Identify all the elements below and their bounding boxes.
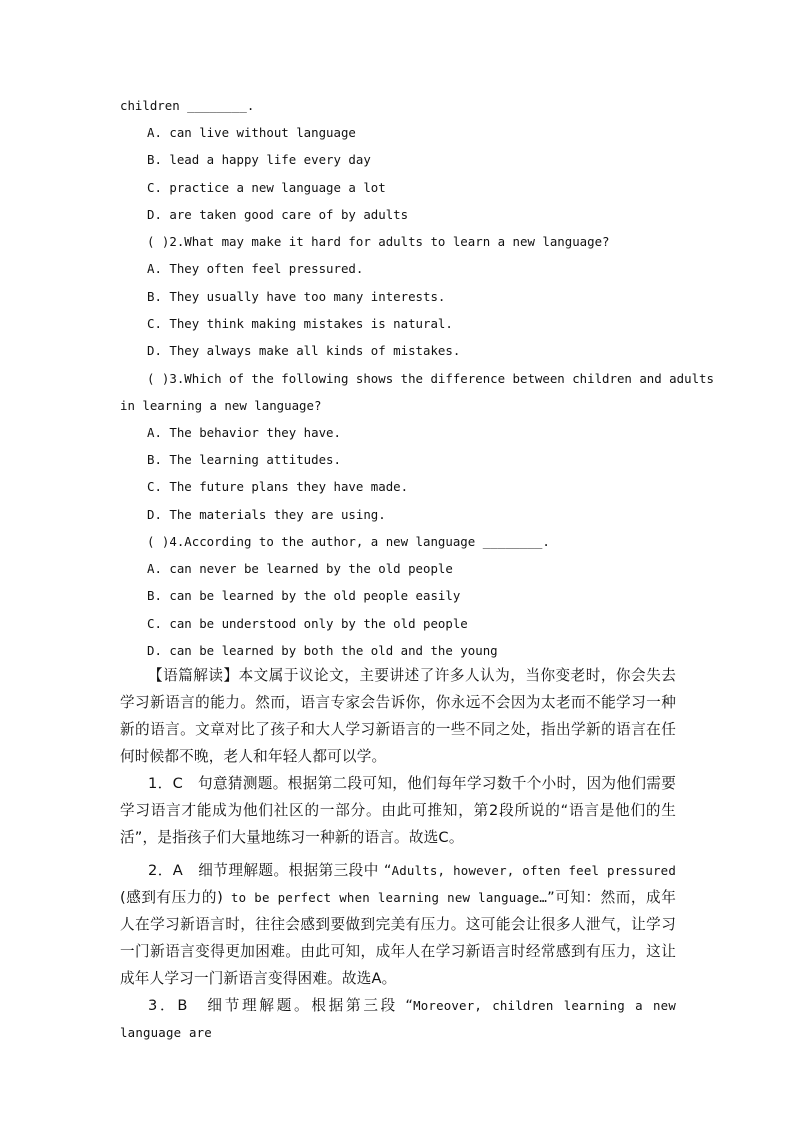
- answer-1-explanation: 1．C 句意猜测题。根据第二段可知，他们每年学习数千个小时，因为他们需要学习语言才能成为他们社区的一部分。由此可推知，第2段所说的“语言是他们的生活”，是指孩子们大量地练习一种新的语言。故选C。: [120, 775, 676, 846]
- q4-option-b: B. can be learned by the old people easily: [147, 588, 461, 603]
- q1-option-d: D. are taken good care of by adults: [147, 207, 409, 222]
- answer-2-quote-en-2: to be perfect when learning new language…: [222, 890, 548, 905]
- q4-option-a: A. can never be learned by the old people: [147, 561, 453, 576]
- q4-stem: ( )4.According to the author, a new language ________.: [147, 534, 550, 549]
- answer-3-explanation: [120, 992, 676, 1046]
- q2-option-d: D. They always make all kinds of mistakes.: [147, 343, 461, 358]
- q2-option-b: B. They usually have too many interests.: [147, 289, 446, 304]
- q4-option-d: D. can be learned by both the old and the young: [147, 643, 498, 658]
- q3-stem-line1: ( )3.Which of the following shows the difference between children and adults: [147, 371, 714, 386]
- q4-option-c: C. can be understood only by the old people: [147, 616, 468, 631]
- q3-stem-line2: in learning a new language?: [120, 398, 322, 413]
- q3-option-a: A. The behavior they have.: [147, 425, 341, 440]
- answer-2-gloss: (感到有压力的): [120, 889, 223, 906]
- answer-2-rest: ”可知：然而，成年人在学习新语言时，往往会感到要做到完美有压力。这可能会让很多人泄气，让学习一门新语言变得更加困难。由此可知，成年人在学习新语言时经常感到有压力，这让成年人学习一门新语言变得困难。故选A。: [120, 889, 676, 987]
- q1-option-c: C. practice a new language a lot: [147, 180, 386, 195]
- q2-option-c: C. They think making mistakes is natural.: [147, 316, 453, 331]
- q1-option-a: A. can live without language: [147, 125, 356, 140]
- passage-analysis: 【语篇解读】本文属于议论文，主要讲述了许多人认为，当你变老时，你会失去学习新语言的能力。然而，语言专家会告诉你，你永远不会因为太老而不能学习一种新的语言。文章对比了孩子和大人学习新语言的一些不同之处，指出学新的语言在任何时候都不晚，老人和年轻人都可以学。: [120, 667, 676, 765]
- q2-option-a: A. They often feel pressured.: [147, 261, 364, 276]
- q3-option-c: C. The future plans they have made.: [147, 479, 409, 494]
- answer-3-quote-en: Moreover, children learning a new language are: [120, 998, 676, 1040]
- q2-stem: ( )2.What may make it hard for adults to learn a new language?: [147, 234, 610, 249]
- answer-2-explanation: [120, 857, 676, 992]
- q1-option-b: B. lead a happy life every day: [147, 152, 371, 167]
- q3-option-d: D. The materials they are using.: [147, 507, 386, 522]
- q3-option-b: B. The learning attitudes.: [147, 452, 341, 467]
- answer-2-quote-en-1: Adults, however, often feel pressured: [391, 863, 676, 878]
- q1-stem-continued: children ________.: [120, 98, 255, 113]
- answer-2-lead: 2．A 细节理解题。根据第三段中 “: [148, 862, 392, 879]
- answer-3-lead: 3．B 细节理解题。根据第三段 “: [148, 997, 414, 1014]
